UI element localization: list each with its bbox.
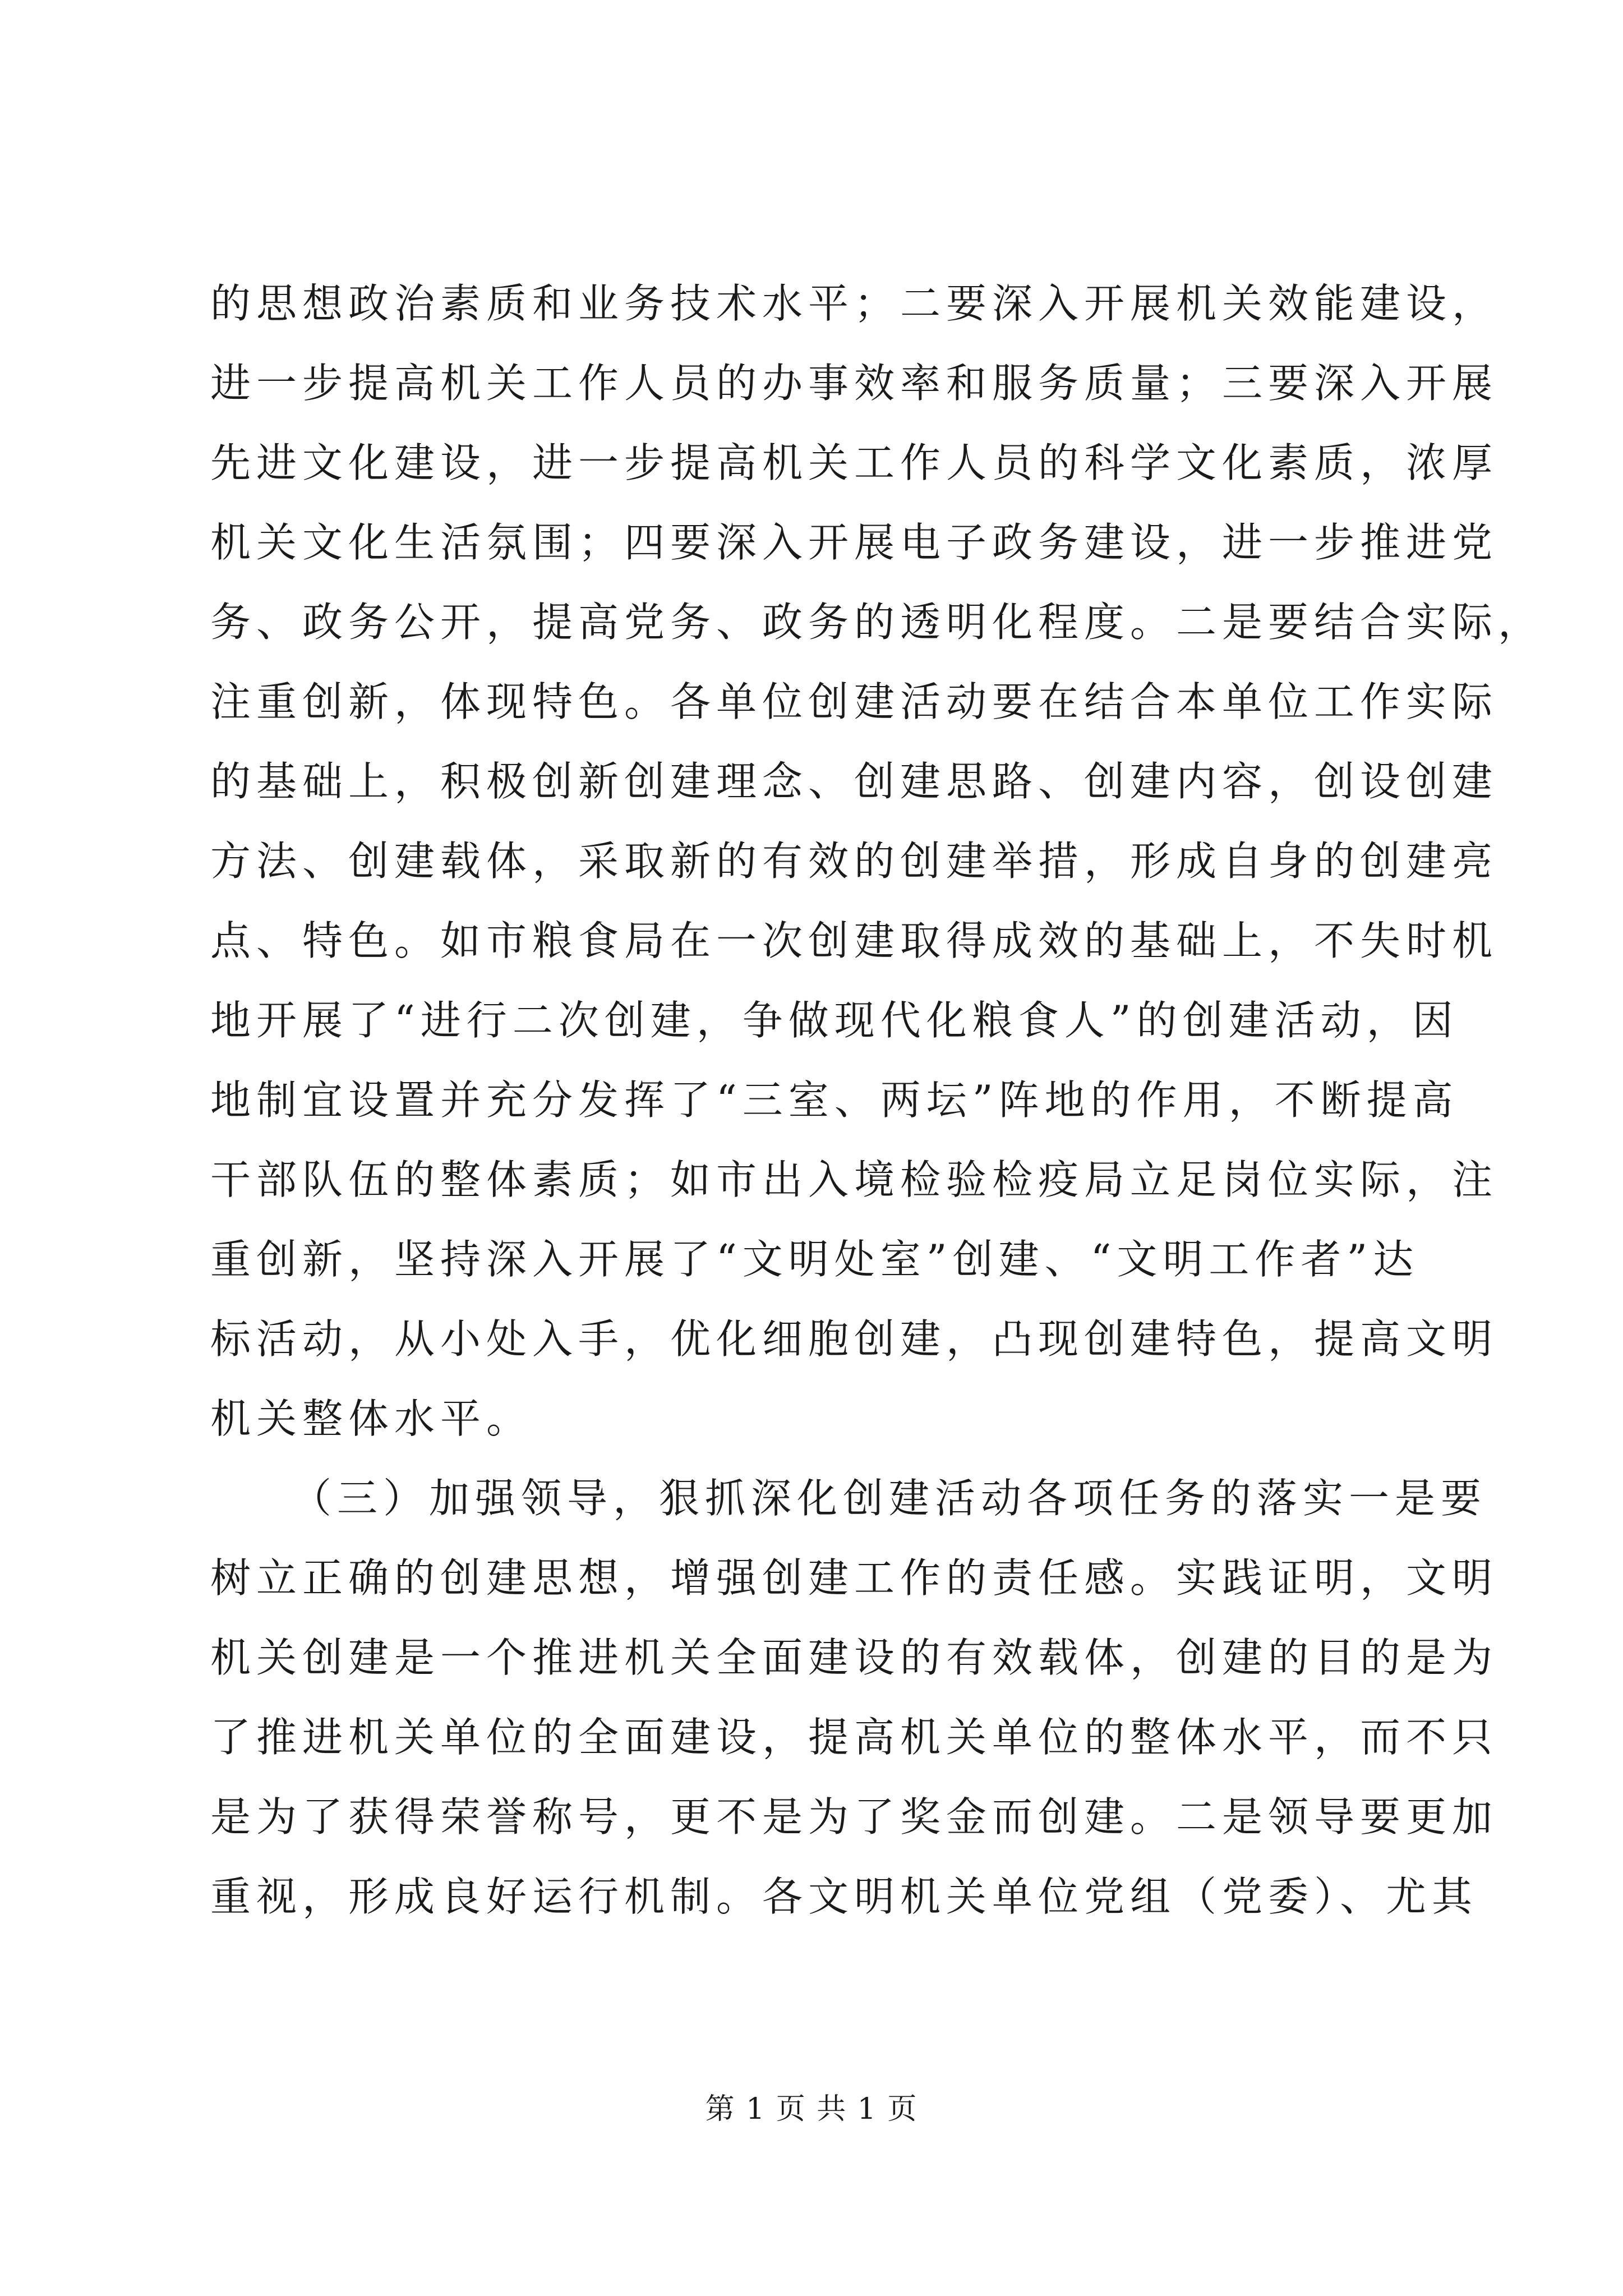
text-line: 树立正确的创建思想，增强创建工作的责任感。实践证明，文明 bbox=[210, 1554, 1498, 1602]
text-line: 注重创新，体现特色。各单位创建活动要在结合本单位工作实际 bbox=[210, 678, 1498, 725]
section-heading-line: （三）加强领导，狠抓深化创建活动各项任务的落实一是要 bbox=[291, 1475, 1487, 1522]
text-line: 的思想政治素质和业务技术水平；二要深入开展机关效能建设， bbox=[210, 280, 1498, 327]
text-line: 务、政务公开，提高党务、政务的透明化程度。二是要结合实际， bbox=[210, 599, 1544, 646]
text-line: 点、特色。如市粮食局在一次创建取得成效的基础上，不失时机 bbox=[210, 917, 1498, 964]
text-line: 是为了获得荣誉称号，更不是为了奖金而创建。二是领导要更加 bbox=[210, 1793, 1498, 1841]
text-line: 机关整体水平。 bbox=[210, 1395, 533, 1442]
text-line: 地制宜设置并充分发挥了“三室、两坛”阵地的作用，不断提高 bbox=[210, 1076, 1459, 1124]
text-line: 先进文化建设，进一步提高机关工作人员的科学文化素质，浓厚 bbox=[210, 439, 1498, 486]
page-footer: 第 1 页 共 1 页 bbox=[705, 2092, 918, 2126]
text-line: 的基础上，积极创新创建理念、创建思路、创建内容，创设创建 bbox=[210, 758, 1498, 805]
text-line: 重创新，坚持深入开展了“文明处室”创建、“文明工作者”达 bbox=[210, 1236, 1419, 1283]
text-line: 方法、创建载体，采取新的有效的创建举措，形成自身的创建亮 bbox=[210, 838, 1498, 885]
text-line: 干部队伍的整体素质；如市出入境检验检疫局立足岗位实际，注 bbox=[210, 1156, 1498, 1203]
text-line: 机关文化生活氛围；四要深入开展电子政务建设，进一步推进党 bbox=[210, 519, 1498, 566]
text-line: 地开展了“进行二次创建，争做现代化粮食人”的创建活动，因 bbox=[210, 997, 1459, 1044]
text-line: 标活动，从小处入手，优化细胞创建，凸现创建特色，提高文明 bbox=[210, 1315, 1498, 1363]
document-body bbox=[210, 264, 1544, 1936]
text-line: 进一步提高机关工作人员的办事效率和服务质量；三要深入开展 bbox=[210, 360, 1498, 407]
text-line: 重视，形成良好运行机制。各文明机关单位党组（党委）、尤其 bbox=[210, 1873, 1478, 1920]
text-line: 机关创建是一个推进机关全面建设的有效载体，创建的目的是为 bbox=[210, 1634, 1498, 1681]
text-line: 了推进机关单位的全面建设，提高机关单位的整体水平，而不只 bbox=[210, 1714, 1498, 1761]
